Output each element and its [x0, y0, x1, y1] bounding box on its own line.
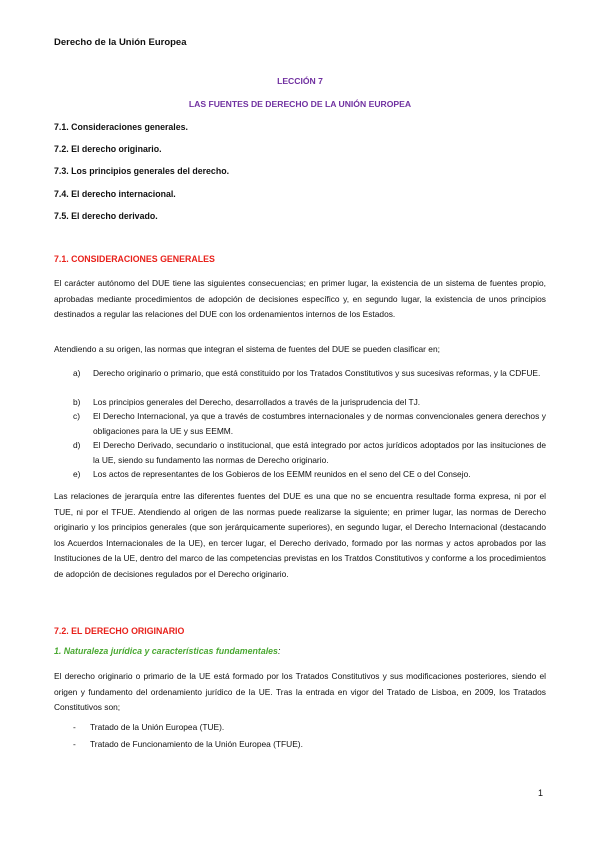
lesson-number: LECCIÓN 7 — [277, 76, 323, 86]
toc-item-7-2: 7.2. El derecho originario. — [54, 144, 162, 154]
list-marker: e) — [73, 469, 81, 479]
list-item-e — [73, 467, 546, 482]
subsection-title-colon: : — [277, 646, 281, 656]
list-text: El Derecho Internacional, ya que a través de costumbres internacionales y de normas convencionales genera derechos y obligaciones para la UE y sus EEMM. — [93, 411, 546, 436]
toc-item-7-4: 7.4. El derecho internacional. — [54, 189, 176, 199]
dash-item-tfue — [73, 737, 303, 751]
list-item-b — [73, 395, 546, 410]
toc-item-7-1: 7.1. Consideraciones generales. — [54, 122, 188, 132]
running-header: Derecho de la Unión Europea — [54, 37, 187, 48]
list-marker: c) — [73, 411, 80, 421]
paragraph-jerarquia: Las relaciones de jerarquía entre las diferentes fuentes del DUE es una que no se encuentra resultade forma expresa, ni por el TUE, ni por el TFUE. Atendiendo al origen de las normas puede realizarse la siguiente; en primer lugar, las normas de Derecho originario y los principios generales (que son jerárquicamente superiores), en segundo lugar, el Derecho Internacional (destacando los Acuerdos Internacionales de la UE), en tercer lugar, el Derecho derivado, formado por las normas y actos aprobados por las Instituciones de la UE, dentro del marco de las competencias previstas en los Tratdos Constitutivos y conforme a los procedimientos de adopción de decisiones regulados por el Derecho originario. — [54, 491, 546, 579]
list-text: El Derecho Derivado, secundario o institucional, que está integrado por actos jurídicos adoptados por las insituciones de la UE, siendo su fundamento las normas de Derecho originario. — [93, 440, 546, 465]
dash-text: Tratado de Funcionamiento de la Unión Europea (TFUE). — [90, 739, 303, 749]
list-item-c — [73, 409, 546, 438]
paragraph-derecho-originario: El derecho originario o primario de la UE está formado por los Tratados Constitutivos y sus modificaciones posteriores, siendo el origen y fundamento del ordenamiento jurídico de la UE. Tras la entrada en vigor del Tratado de Lisboa, en 2009, los Tratados Constitutivos son; — [54, 671, 546, 712]
list-marker: b) — [73, 397, 81, 407]
dash-text: Tratado de la Unión Europea (TUE). — [90, 722, 225, 732]
list-item-d — [73, 438, 546, 467]
paragraph-caracter-autonomo: El carácter autónomo del DUE tiene las siguientes consecuencias; en primer lugar, la existencia de un sistema de fuentes propio, aprobadas mediante procedimientos de adopción de decisiones específico y, en segundo lugar, la existencia de unos principios destinados a regular las relaciones del DUE con los ordenamientos internos de los Estados. — [54, 278, 546, 319]
dash-item-tue — [73, 720, 224, 734]
subsection-title-naturaleza — [54, 646, 280, 656]
section-title-derecho-originario: 7.2. EL DERECHO ORIGINARIO — [54, 626, 185, 636]
subsection-title-text: 1. Naturaleza jurídica y características fundamentales — [54, 646, 278, 656]
list-text: Derecho originario o primario, que está constituido por los Tratados Constitutivos y sus sucesivas reformas, y la CDFUE. — [93, 368, 541, 378]
list-text: Los actos de representantes de los Gobieros de los EEMM reunidos en el seno del CE o del Consejo. — [93, 469, 471, 479]
list-marker: d) — [73, 440, 81, 450]
toc-item-7-3: 7.3. Los principios generales del derecho. — [54, 166, 230, 176]
dash-marker: - — [73, 722, 76, 732]
lesson-title: LAS FUENTES DE DERECHO DE LA UNIÓN EUROPEA — [188, 99, 412, 109]
dash-marker: - — [73, 739, 76, 749]
page-number: 1 — [538, 788, 544, 798]
section-title-consideraciones: 7.1. CONSIDERACIONES GENERALES — [54, 254, 215, 264]
list-marker: a) — [73, 368, 81, 378]
toc-item-7-5: 7.5. El derecho derivado. — [54, 211, 158, 221]
list-item-a — [73, 366, 546, 381]
list-text: Los principios generales del Derecho, desarrollados a través de la jurisprudencia del TJ. — [93, 397, 421, 407]
paragraph-clasificacion: Atendiendo a su origen, las normas que integran el sistema de fuentes del DUE se pueden clasificar en; — [54, 344, 440, 354]
